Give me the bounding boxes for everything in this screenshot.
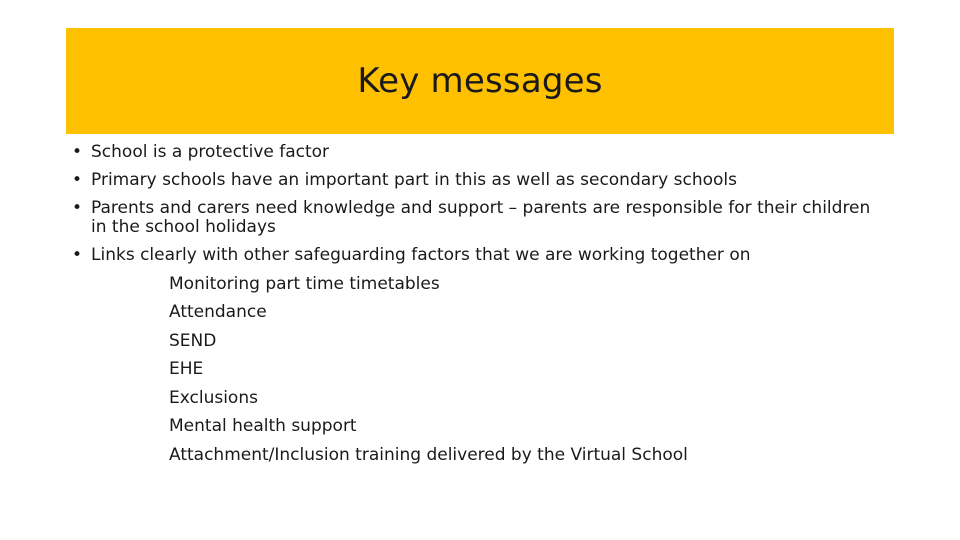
- bullet-text: Parents and carers need knowledge and support – parents are responsible for their children in the school holidays: [91, 198, 871, 237]
- slide-content: [72, 143, 872, 474]
- sub-item: Mental health support: [169, 416, 357, 436]
- sub-item: Exclusions: [169, 387, 258, 408]
- bullet-item: [72, 199, 872, 237]
- bullet-dot-icon: •: [72, 198, 83, 218]
- sub-list: [169, 275, 872, 465]
- bullet-text: School is a protective factor: [91, 142, 330, 162]
- slide-title: Key messages: [357, 61, 603, 101]
- bullet-text: Primary schools have an important part in this as well as secondary schools: [91, 170, 737, 190]
- bullet-item: [72, 171, 872, 190]
- sub-item: Monitoring part time timetables: [169, 273, 440, 294]
- bullet-dot-icon: •: [72, 170, 83, 190]
- bullet-dot-icon: •: [72, 245, 83, 265]
- bullet-item: [72, 246, 872, 265]
- bullet-list: [72, 143, 872, 265]
- bullet-item: [72, 143, 872, 162]
- sub-item: SEND: [169, 330, 217, 351]
- sub-item: Attachment/Inclusion training delivered by the Virtual School: [169, 444, 688, 465]
- bullet-text: Links clearly with other safeguarding factors that we are working together on: [91, 245, 751, 265]
- title-banner: [66, 28, 894, 134]
- sub-item: EHE: [169, 359, 204, 379]
- sub-item: Attendance: [169, 302, 267, 322]
- bullet-dot-icon: •: [72, 142, 83, 162]
